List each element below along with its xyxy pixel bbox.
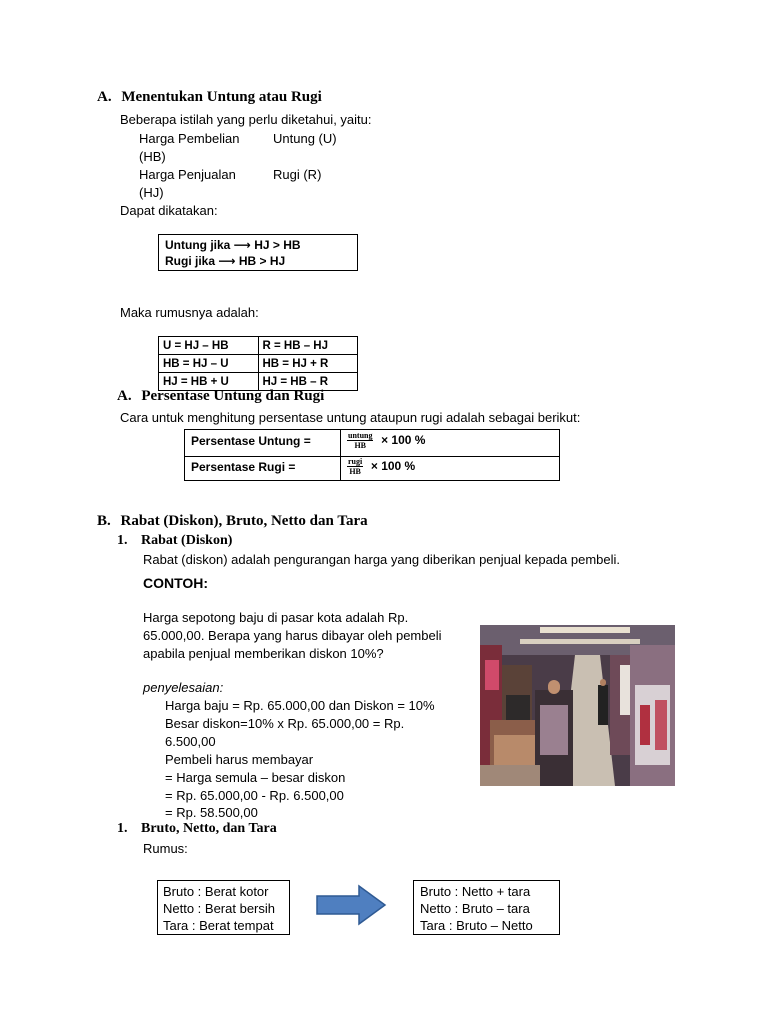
formula-box (413, 880, 560, 935)
section-b-title: Rabat (Diskon), Bruto, Netto dan Tara (120, 513, 368, 529)
section-b-heading (97, 513, 368, 530)
section-a2-heading (117, 388, 324, 405)
term-hj-line2: (HJ) (139, 185, 164, 200)
term-untung: Untung (U) (273, 131, 337, 146)
persentase-untung-label: Persentase Untung = (191, 434, 311, 448)
subsection-bruto-heading (117, 821, 277, 837)
formula-line: Bruto : Netto + tara (420, 884, 531, 899)
definition-line: Tara : Berat tempat (163, 918, 274, 933)
section-a-marker: A. (97, 89, 112, 105)
persentase-rugi-formula (347, 457, 415, 476)
section-b-marker: B. (97, 513, 111, 529)
formula-table (158, 336, 358, 391)
clothing-store-image (480, 625, 675, 786)
solution-line: Besar diskon=10% x Rp. 65.000,00 = Rp. (165, 715, 405, 731)
solution-line: = Rp. 65.000,00 - Rp. 6.500,00 (165, 787, 344, 803)
section-a2-title: Persentase Untung dan Rugi (141, 388, 325, 404)
maka-rumusnya: Maka rumusnya adalah: (120, 305, 259, 320)
formula-line: Tara : Bruto – Netto (420, 918, 533, 933)
section-a-title: Menentukan Untung atau Rugi (121, 89, 322, 105)
term-hb-line1: Harga Pembelian (139, 131, 240, 146)
question-line: Harga sepotong baju di pasar kota adalah Rp. (143, 610, 409, 625)
formula-cell: HB = HJ + R (258, 355, 358, 373)
solution-text (165, 697, 435, 822)
formula-line: Netto : Bruto – tara (420, 901, 530, 916)
definition-line: Netto : Berat bersih (163, 901, 275, 916)
condition-rugi: Rugi jika ⟶ HB > HJ (165, 254, 286, 268)
formula-multiplier: × 100 % (370, 458, 416, 473)
percentage-table (184, 429, 560, 481)
market-photo (480, 625, 675, 786)
contoh-label: CONTOH: (143, 575, 209, 591)
definition-box (157, 880, 290, 935)
section-a-heading (97, 89, 322, 106)
term-hb-line2: (HB) (139, 149, 166, 164)
formula-cell: HJ = HB + U (159, 373, 259, 391)
table-row (159, 355, 358, 373)
section-a-intro: Beberapa istilah yang perlu diketahui, yaitu: (120, 112, 372, 127)
question-line: 65.000,00. Berapa yang harus dibayar oleh pembeli (143, 628, 442, 643)
persentase-rugi-label: Persentase Rugi = (191, 460, 296, 474)
fraction (347, 457, 363, 476)
formula-multiplier: × 100 % (381, 432, 426, 447)
fraction-denominator: HB (354, 441, 367, 450)
solution-line: = Harga semula – besar diskon (165, 769, 346, 785)
fraction-denominator: HB (349, 467, 361, 476)
section-a2-marker: A. (117, 388, 132, 404)
fraction-numerator: rugi (348, 457, 363, 466)
penyelesaian-label: penyelesaian: (143, 680, 224, 695)
question-text (143, 609, 442, 663)
subsection-title: Bruto, Netto, dan Tara (141, 821, 277, 836)
definition-line: Bruto : Berat kotor (163, 884, 269, 899)
fraction-numerator: untung (348, 431, 373, 440)
formula-cell: HJ = HB – R (258, 373, 358, 391)
solution-line: = Rp. 58.500,00 (165, 805, 258, 821)
question-line: apabila penjual memberikan diskon 10%? (143, 646, 384, 661)
subsection-marker: 1. (117, 533, 128, 548)
formula-cell: HB = HJ – U (159, 355, 259, 373)
table-row (159, 337, 358, 355)
subsection-rabat-heading (117, 533, 232, 549)
solution-line: Pembeli harus membayar (165, 751, 314, 767)
rabat-definition: Rabat (diskon) adalah pengurangan harga yang diberikan penjual kepada pembeli. (143, 552, 621, 567)
fraction (347, 431, 373, 450)
solution-line: Harga baju = Rp. 65.000,00 dan Diskon = 10% (165, 698, 435, 713)
term-rugi: Rugi (R) (273, 167, 322, 182)
subsection-marker: 1. (117, 821, 128, 836)
solution-line: 6.500,00 (165, 733, 216, 749)
condition-untung: Untung jika ⟶ HJ > HB (165, 238, 301, 252)
section-a2-intro: Cara untuk menghitung persentase untung ataupun rugi adalah sebagai berikut: (120, 410, 581, 425)
subsection-title: Rabat (Diskon) (141, 533, 233, 548)
formula-cell: R = HB – HJ (258, 337, 358, 355)
condition-box (158, 234, 358, 271)
formula-cell: U = HJ – HB (159, 337, 259, 355)
term-hj-line1: Harga Penjualan (139, 167, 236, 182)
right-arrow-icon (315, 884, 387, 926)
dapat-dikatakan: Dapat dikatakan: (120, 203, 218, 218)
rumus-label: Rumus: (143, 841, 188, 856)
persentase-untung-formula (347, 431, 425, 450)
